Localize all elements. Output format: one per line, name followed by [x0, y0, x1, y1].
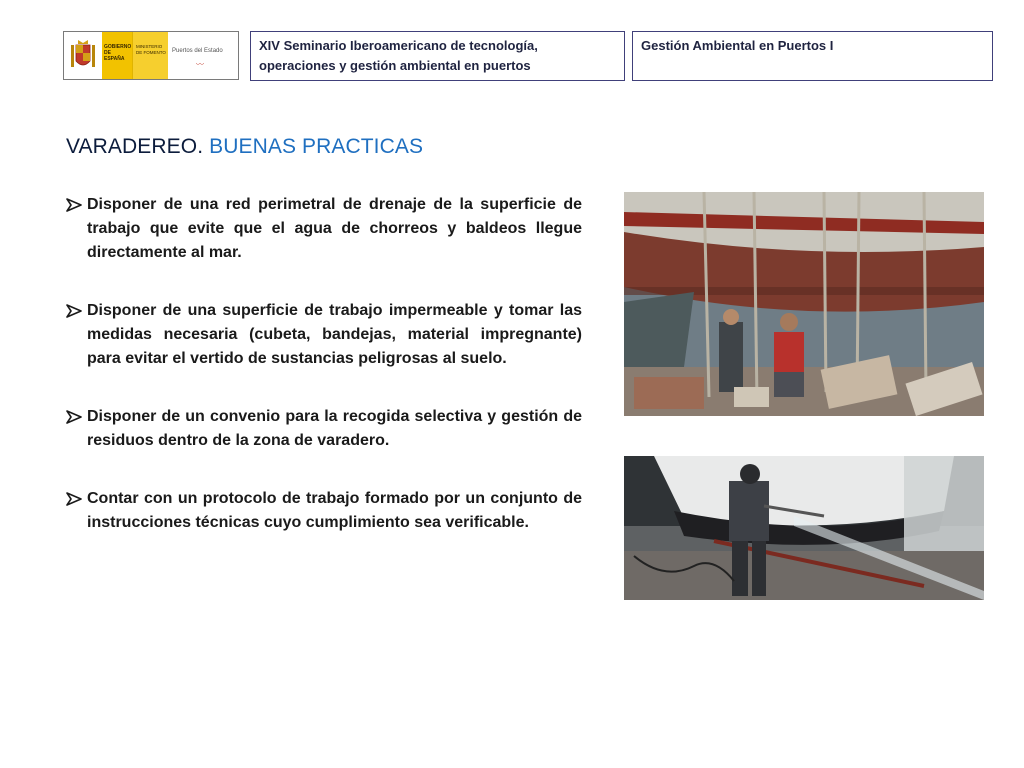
slide-title-part1: VARADEREO. — [66, 135, 204, 158]
bullet-text: Disponer de una red perimetral de drenaje de la superficie de trabajo que evite que el agua de chorreos y baldeos llegue directamente al mar. — [87, 196, 582, 261]
logo-gov-text: GOBIERNO DE ESPAÑA — [102, 32, 132, 79]
logo-org-text: Puertos del Estado — [172, 48, 223, 54]
arrow-bullet-icon — [66, 487, 84, 511]
bullet-text: Contar con un protocolo de trabajo formado por un conjunto de instrucciones técnicas cuyo cumplimiento sea verificable. — [87, 490, 582, 531]
logo-ministry-text: MINISTERIO DE FOMENTO — [132, 32, 168, 79]
coat-of-arms-icon — [64, 32, 102, 79]
bullet-text: Disponer de un convenio para la recogida selectiva y gestión de residuos dentro de la zona de varadero. — [87, 408, 582, 449]
wave-icon: 〰 — [196, 60, 204, 69]
bullet-item — [66, 487, 582, 535]
bullet-item — [66, 405, 582, 453]
slide-title — [66, 135, 423, 159]
boatyard-hull-photo — [624, 192, 984, 416]
bullet-item — [66, 299, 582, 371]
course-title: Gestión Ambiental en Puertos I — [632, 31, 993, 81]
seminar-title: XIV Seminario Iberoamericano de tecnología, operaciones y gestión ambiental en puertos — [250, 31, 625, 81]
arrow-bullet-icon — [66, 405, 84, 429]
bullet-text: Disponer de una superficie de trabajo impermeable y tomar las medidas necesaria (cubeta, bandejas, material impregnante) para evitar el vertido de sustancias peligrosas al suelo. — [87, 302, 582, 367]
bullet-list — [66, 193, 582, 569]
logo-org — [168, 32, 238, 79]
puertos-del-estado-logo — [63, 31, 239, 80]
slide-title-part2: BUENAS PRACTICAS — [209, 135, 424, 158]
bullet-item — [66, 193, 582, 265]
arrow-bullet-icon — [66, 193, 84, 217]
arrow-bullet-icon — [66, 299, 84, 323]
pressure-washing-photo — [624, 456, 984, 600]
